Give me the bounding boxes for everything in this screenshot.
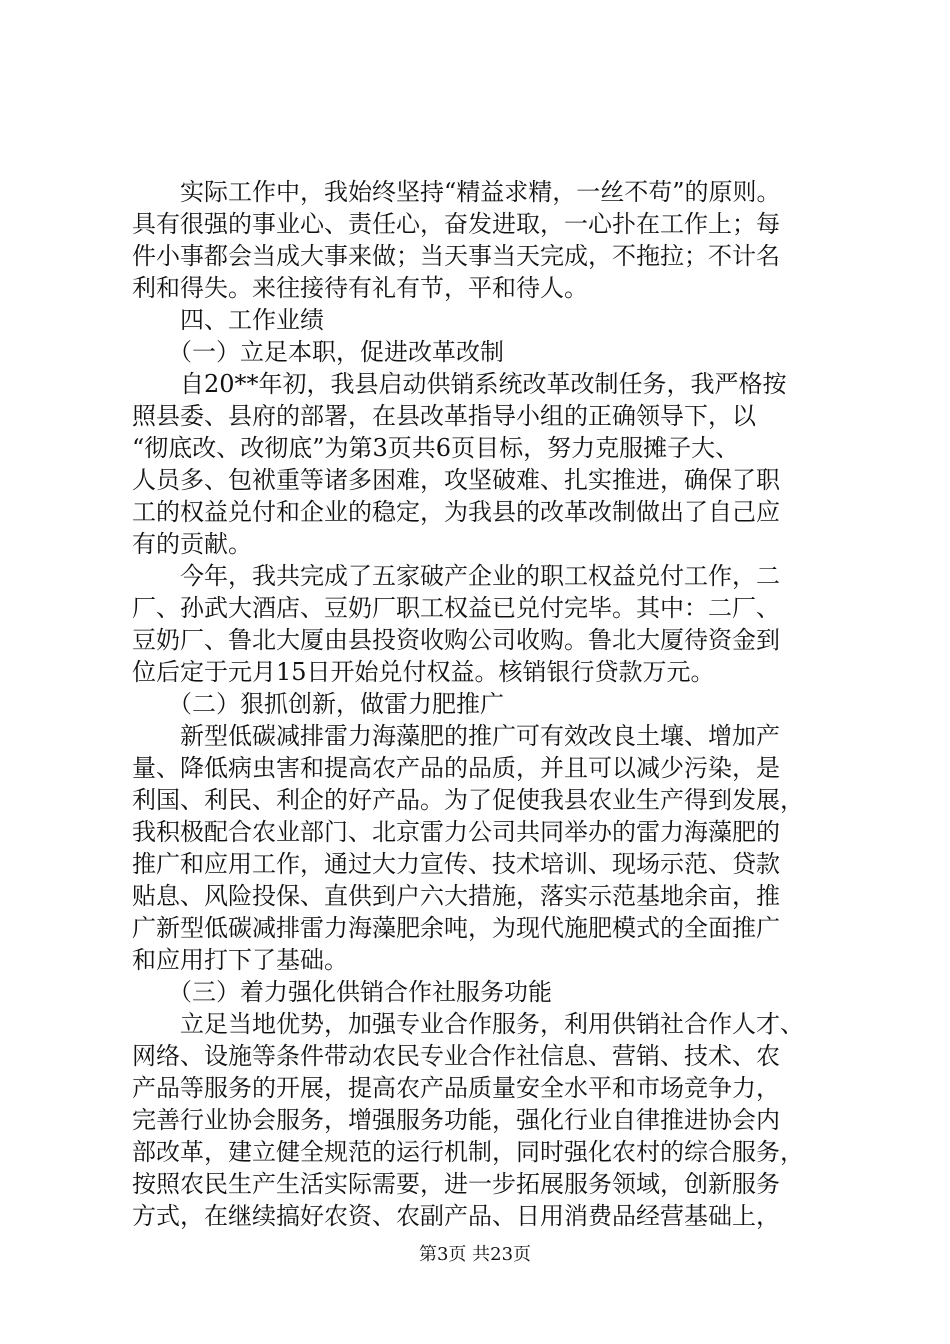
text-line: 有的贡献。 — [132, 530, 252, 558]
text-line: 量、降低病虫害和提高农产品的品质，并且可以减少污染，是 — [132, 754, 780, 782]
section-heading: 四、工作业绩 — [132, 306, 324, 334]
text-line: 利国、利民、利企的好产品。为了促使我县农业生产得到发展， — [132, 786, 804, 814]
text-line: “彻底改、改彻底”为第3页共6页目标，努力克服摊子大、 — [132, 434, 740, 462]
text-line: 广新型低碳减排雷力海藻肥余吨，为现代施肥模式的全面推广 — [132, 914, 780, 942]
text-line: 网络、设施等条件带动农民专业合作社信息、营销、技术、农 — [132, 1042, 780, 1070]
text-line: 豆奶厂、鲁北大厦由县投资收购公司收购。鲁北大厦待资金到 — [132, 626, 780, 654]
text-line: 按照农民生产生活实际需要，进一步拓展服务领域，创新服务 — [132, 1170, 780, 1198]
text-line: 件小事都会当成大事来做；当天事当天完成，不拖拉；不计名 — [132, 242, 780, 270]
page-footer: 第3页 共23页 — [418, 1244, 532, 1265]
text-line: 实际工作中，我始终坚持“精益求精，一丝不苟”的原则。 — [132, 178, 781, 206]
text-line: 推广和应用工作，通过大力宣传、技术培训、现场示范、贷款 — [132, 850, 780, 878]
text-line: 工的权益兑付和企业的稳定，为我县的改革改制做出了自己应 — [132, 498, 780, 526]
subsection-heading: （一）立足本职，促进改革改制 — [132, 338, 504, 366]
document-body — [132, 176, 832, 1232]
text-line: 我积极配合农业部门、北京雷力公司共同举办的雷力海藻肥的 — [132, 818, 780, 846]
text-line: 照县委、县府的部署，在县改革指导小组的正确领导下，以 — [132, 402, 756, 430]
text-line: 产品等服务的开展，提高农产品质量安全水平和市场竞争力， — [132, 1074, 780, 1102]
text-line: 贴息、风险投保、直供到户六大措施，落实示范基地余亩，推 — [132, 882, 780, 910]
subsection-heading: （三）着力强化供销合作社服务功能 — [132, 978, 552, 1006]
text-line: 厂、孙武大酒店、豆奶厂职工权益已兑付完毕。其中：二厂、 — [132, 594, 780, 622]
text-line: 完善行业协会服务，增强服务功能，强化行业自律推进协会内 — [132, 1106, 780, 1134]
text-line: 方式，在继续搞好农资、农副产品、日用消费品经营基础上， — [132, 1202, 780, 1230]
text-line: 今年，我共完成了五家破产企业的职工权益兑付工作，二 — [132, 562, 780, 590]
text-line: 和应用打下了基础。 — [132, 946, 348, 974]
text-line: 人员多、包袱重等诸多困难，攻坚破难、扎实推进，确保了职 — [132, 466, 780, 494]
text-line: 具有很强的事业心、责任心，奋发进取，一心扑在工作上；每 — [132, 210, 780, 238]
subsection-heading: （二）狠抓创新，做雷力肥推广 — [132, 690, 504, 718]
text-line: 新型低碳减排雷力海藻肥的推广可有效改良土壤、增加产 — [132, 722, 780, 750]
text-line: 自20**年初，我县启动供销系统改革改制任务，我严格按 — [132, 370, 787, 398]
text-line: 部改革，建立健全规范的运行机制，同时强化农村的综合服务， — [132, 1138, 804, 1166]
text-line: 利和得失。来往接待有礼有节，平和待人。 — [132, 274, 588, 302]
text-line: 位后定于元月15日开始兑付权益。核销银行贷款万元。 — [132, 658, 715, 686]
text-line: 立足当地优势，加强专业合作服务，利用供销社合作人才、 — [132, 1010, 804, 1038]
